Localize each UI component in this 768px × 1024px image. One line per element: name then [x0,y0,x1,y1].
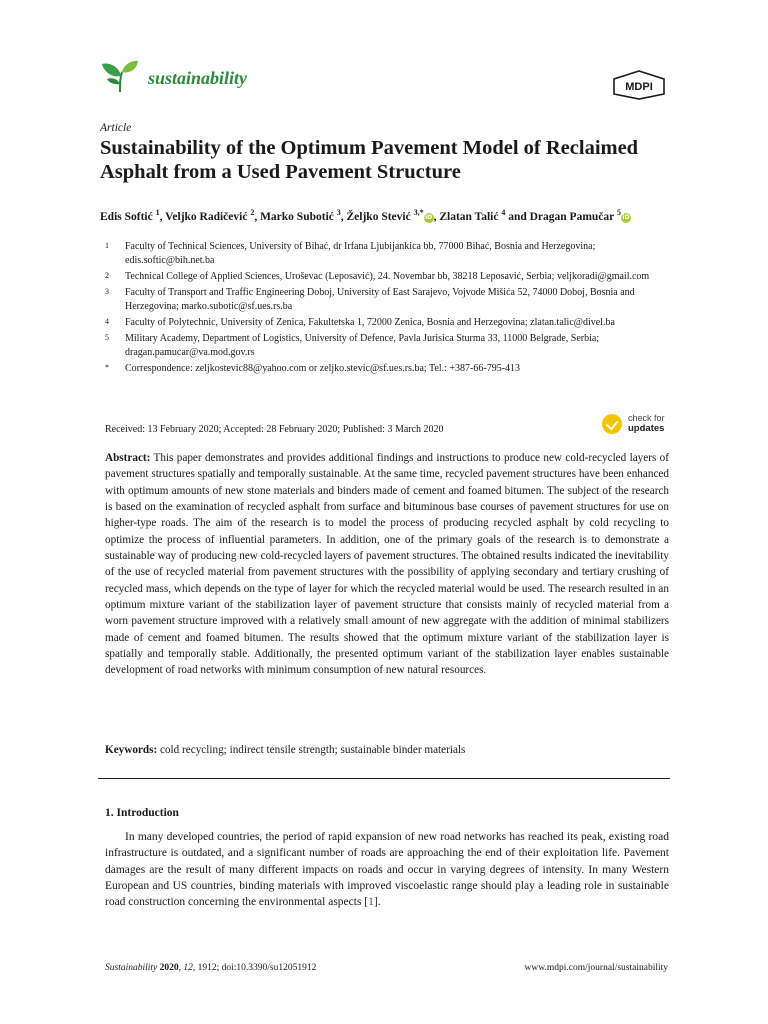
author-separator: and [505,210,530,223]
checkmark-icon [602,414,622,434]
author-affiliation-mark: 5 [616,208,621,217]
affiliation-text: Technical College of Applied Sciences, Uroševac (Leposavić), 24. Novembar bb, 38218 Leposavić, Serbia; veljkoradi@gmail.com [125,271,650,282]
footer-citation: Sustainability 2020, 12, 1912; doi:10.3390/su12051912 [105,963,317,973]
affiliation-item [105,240,675,268]
orcid-icon[interactable]: iD [425,213,433,221]
affiliation-number: 5 [105,333,109,342]
author-separator: , [340,210,347,223]
affiliation-list [105,240,675,378]
journal-name: sustainability [148,68,248,88]
author-affiliation-mark: 1 [155,208,160,217]
affiliation-number: 1 [105,241,109,250]
check-updates-line2: updates [628,423,665,434]
affiliation-item [105,286,675,314]
footer-url[interactable]: www.mdpi.com/journal/sustainability [524,963,668,973]
keywords-text: cold recycling; indirect tensile strength; sustainable binder materials [160,744,466,756]
introduction-paragraph: In many developed countries, the period of rapid expansion of new road networks has reached its peak, existing road infrastructure is outdated, and a significant number of roads are approaching the end of their exploitation life. Pavement damages are the result of many different impacts on roads and occur in varying degrees of intensity. In many Western European and US countries, binding materials with improved viscoelastic range should play a leading role in sustainable road construction concerning the environmental aspects [1]. [105,831,669,909]
citation-link[interactable]: 1 [368,896,374,909]
paper-title: Sustainability of the Optimum Pavement Model of Reclaimed Asphalt from a Used Pavement Structure [100,137,639,183]
affiliation-text: Military Academy, Department of Logistics, University of Defence, Pavla Jurisica Sturma 33, 11000 Belgrade, Serbia; dragan.pamucar@va.mod.gov.rs [125,333,600,358]
svg-text:MDPI: MDPI [625,81,653,93]
affiliation-item [105,362,675,376]
affiliation-number: 3 [105,287,109,296]
author-name: Dragan Pamučar [529,210,615,223]
author-name: Edis Softić [100,210,153,223]
author-affiliation-mark: 2 [250,208,255,217]
abstract-text: This paper demonstrates and provides additional findings and instructions to produce new cold-recycled layers of pavement structures spatially and temporally sustainable. At the same time, recycled pavement structures have been enhanced with optimum amounts of new stone materials and binders made of cement and foamed bitumen. The subject of the research is based on the examination of recycled asphalt from surface and bituminous base courses of pavement structures for use on higher-type roads. The aim of the research is to model the process of producing recycled asphalt by cold recycling to optimize the process of influential parameters. In addition, one of the primary goals of the research is to demonstrate a sustainable way of producing new cold-recycled layers of pavement structures. The obtained results indicated the inevitability of the use of recycled material from pavement structures with the possibility of applying secondary and tertiary crushing of recycled mass, which depends on the type of layer for which the recycled material would be used. The research resulted in an optimum mixture variant of the stabilization layer of pavement structure that consists mainly of recycled material from a worn pavement structure improved with a relatively small amount of new aggregate with the addition of minimal stabilizers made of cement and foamed bitumen. The results showed that the optimum mixture variant of the stabilization layer is spatially and temporally stable. Additionally, the presented optimum variant of the stabilization layer enables sustainable development of road networks with minimum consumption of new natural resources. [105,452,669,677]
author-name: Zlatan Talić [439,210,499,223]
author-separator: , [254,210,261,223]
author-name: Marko Subotić [260,210,334,223]
author-separator: , [433,210,440,223]
section-heading: 1. Introduction [105,807,179,819]
keywords [105,744,465,756]
affiliation-item [105,332,675,360]
check-updates-line1: check for [628,413,665,423]
affiliation-number: * [105,363,109,372]
section-divider [98,778,670,779]
author-separator: , [159,210,166,223]
leaf-sprout-icon [100,58,140,94]
abstract-label: Abstract: [105,452,151,464]
author-affiliation-mark: 3 [336,208,341,217]
orcid-icon[interactable]: iD [622,213,630,221]
abstract [105,450,669,679]
affiliation-text: Faculty of Transport and Traffic Engineering Doboj, University of East Sarajevo, Vojvode Mišića 52, 74000 Doboj, Bosnia and Herzegovina; marko.subotic@sf.ues.rs.ba [125,287,635,312]
publication-dates: Received: 13 February 2020; Accepted: 28 February 2020; Published: 3 March 2020 [105,424,444,435]
affiliation-text: Faculty of Technical Sciences, University of Bihać, dr Irfana Ljubijankica bb, 77000 Bihać, Bosnia and Herzegovina; edis.softic@bih.net.ba [125,241,596,266]
affiliation-item [105,270,675,284]
check-for-updates-badge[interactable] [602,412,672,438]
author-affiliation-mark: 4 [501,208,506,217]
author-name: Veljko Radičević [165,210,248,223]
affiliation-number: 4 [105,317,109,326]
author-name: Željko Stević [346,210,411,223]
article-type: Article [100,122,132,134]
affiliation-text: Correspondence: zeljkostevic88@yahoo.com or zeljko.stevic@sf.ues.rs.ba; Tel.: +387-66-795-413 [125,363,521,374]
mdpi-logo [612,70,666,100]
keywords-label: Keywords: [105,744,158,756]
affiliation-number: 2 [105,271,109,280]
author-affiliation-mark: 3,* [413,208,424,217]
affiliation-item [105,316,675,330]
author-list [100,204,660,226]
affiliation-text: Faculty of Polytechnic, University of Zenica, Fakultetska 1, 72000 Zenica, Bosnia and Herzegovina; zlatan.talic@divel.ba [125,317,615,328]
